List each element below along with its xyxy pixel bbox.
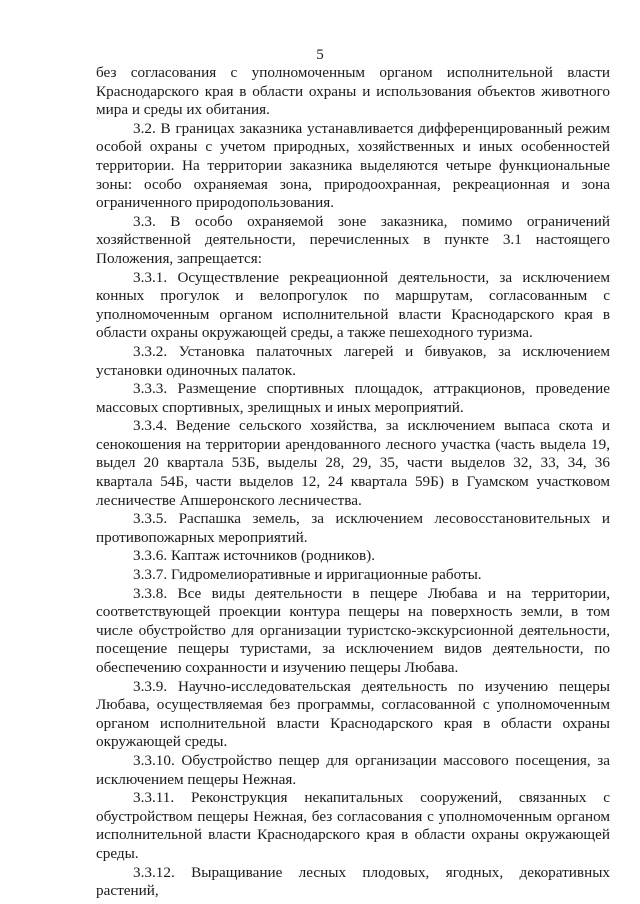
paragraph: 3.3.1. Осуществление рекреационной деятельности, за исключением конных прогулок и велопрогулок по маршрутам, согласованным с уполномоченным органом исполнительной власти Краснодарского края в области охраны окружающей среды, а также пешеходного туризма. bbox=[96, 268, 610, 342]
paragraph: 3.3.4. Ведение сельского хозяйства, за исключением выпаса скота и сенокошения на территории арендованного лесного участка (часть выдела 19, выдел 20 квартала 53Б, выделы 28, 29, 35, части выделов 32, 33, 34, 36 квартала 54Б, части выделов 12, 24 квартала 59Б) в Гуамском участковом лесничестве Апшеронского лесничества. bbox=[96, 417, 610, 509]
paragraph: 3.3.12. Выращивание лесных плодовых, ягодных, декоративных растений, bbox=[96, 863, 610, 900]
paragraph: 3.3. В особо охраняемой зоне заказника, помимо ограничений хозяйственной деятельности, перечисленных в пункте 3.1 настоящего Положения, запрещается: bbox=[96, 212, 610, 267]
paragraph: 3.3.10. Обустройство пещер для организации массового посещения, за исключением пещеры Нежная. bbox=[96, 751, 610, 788]
paragraph: 3.3.5. Распашка земель, за исключением лесовосстановительных и противопожарных мероприятий. bbox=[96, 510, 610, 546]
paragraph: 3.3.6. Каптаж источников (родников). bbox=[133, 547, 376, 565]
paragraph: 3.3.3. Размещение спортивных площадок, аттракционов, проведение массовых спортивных, зрелищных и иных мероприятий. bbox=[96, 380, 610, 416]
document-body bbox=[96, 64, 610, 901]
paragraph: 3.3.11. Реконструкция некапитальных сооружений, связанных с обустройством пещеры Нежная, без согласования с уполномоченным органом исполнительной власти Краснодарского края в области охраны окружающей среды. bbox=[96, 789, 610, 862]
paragraph: 3.2. В границах заказника устанавливается дифференцированный режим особой охраны с учетом природных, хозяйственных и иных особенностей территории. На территории заказника выделяются четыре функциональные зоны: особо охраняемая зона, природоохранная, рекреационная и зона ограниченного природопользования. bbox=[96, 119, 610, 212]
paragraph: 3.3.7. Гидромелиоративные и ирригационные работы. bbox=[133, 566, 482, 584]
paragraph: 3.3.8. Все виды деятельности в пещере Любава и на территории, соответствующей проекции контура пещеры на поверхность земли, в том числе обустройство для организации туристско-экскурсионной деятельности, посещение пещеры туристами, за исключением видов деятельности, по обеспечению сохранности и изучению пещеры Любава. bbox=[96, 584, 610, 676]
paragraph: 3.3.9. Научно-исследовательская деятельность по изучению пещеры Любава, осуществляемая без программы, согласованной с уполномоченным органом исполнительной власти Краснодарского края в области охраны окружающей среды. bbox=[96, 677, 610, 751]
paragraph: без согласования с уполномоченным органом исполнительной власти Краснодарского края в области охраны и использования объектов животного мира и среды их обитания. bbox=[96, 64, 610, 119]
page-number: 5 bbox=[316, 47, 324, 63]
paragraph: 3.3.2. Установка палаточных лагерей и бивуаков, за исключением установки одиночных палаток. bbox=[96, 342, 610, 379]
